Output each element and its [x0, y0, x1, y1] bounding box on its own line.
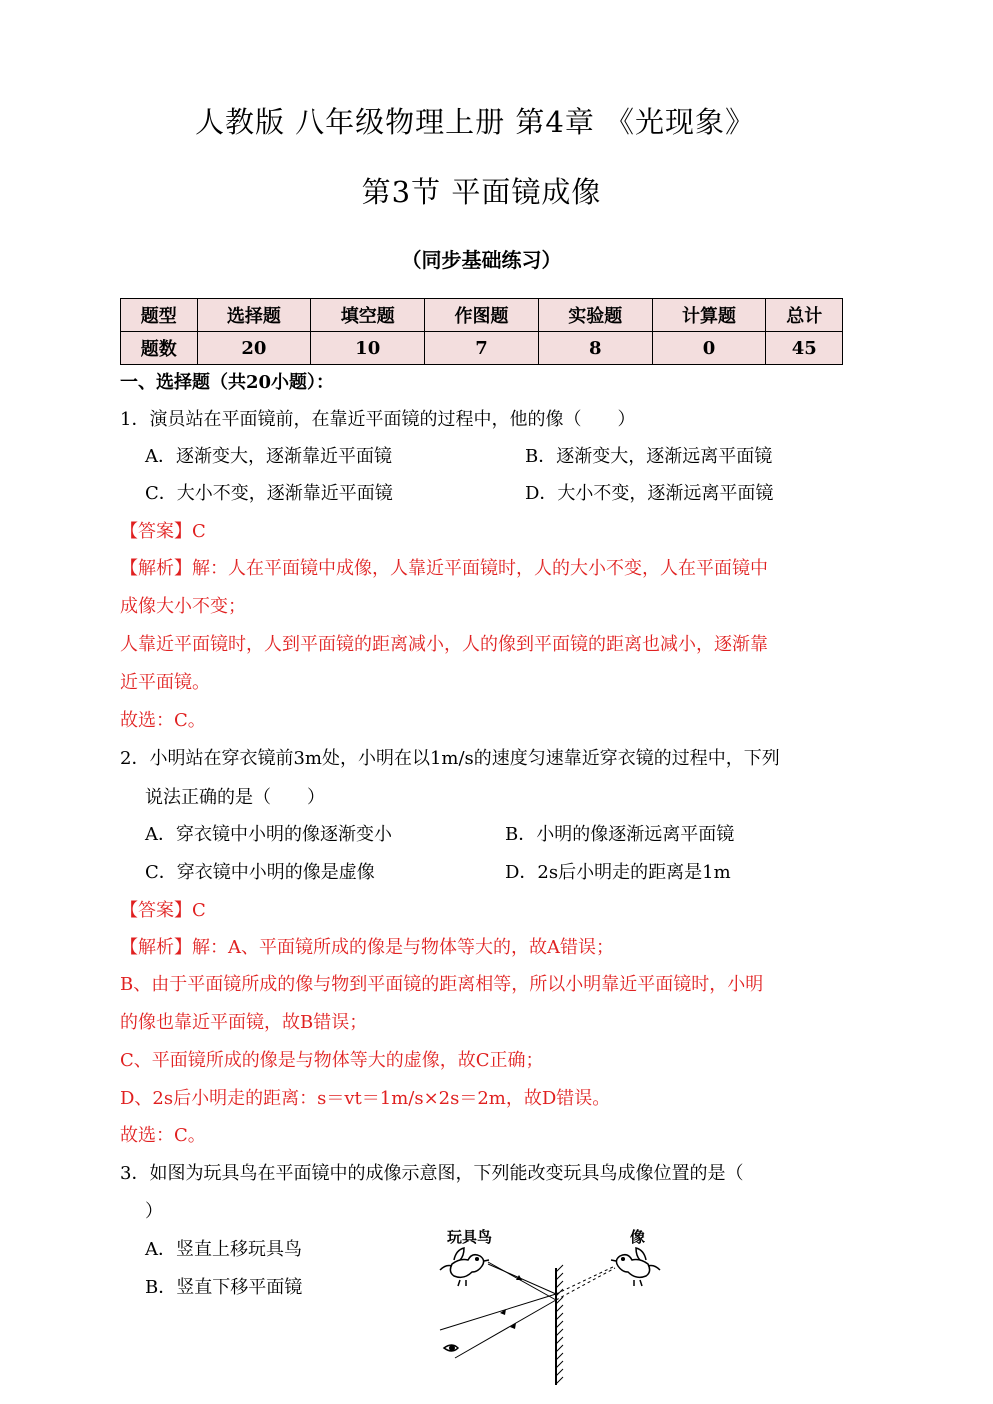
page-title: 人教版 八年级物理上册 第4章 《光现象》	[194, 105, 756, 139]
q2-analysis-line: 【解析】解：A、平面镜所成的像是与物体等大的，故A错误；	[120, 937, 614, 958]
table-cell: 8	[538, 332, 652, 365]
q1-analysis-line: 故选：C。	[120, 710, 206, 731]
q2-option-c: C．穿衣镜中小明的像是虚像	[145, 862, 375, 883]
q2-analysis-line: 故选：C。	[120, 1125, 206, 1146]
label-image: 像	[630, 1228, 646, 1246]
q3-stem-cont: ）	[145, 1201, 163, 1222]
table-cell: 总计	[766, 299, 843, 332]
table-row	[121, 332, 843, 365]
table-cell: 题型	[121, 299, 198, 332]
toy-bird-icon	[440, 1248, 489, 1286]
q3-option-b: B．竖直下移平面镜	[145, 1277, 303, 1298]
table-header-row	[121, 299, 843, 332]
q2-option-a: A．穿衣镜中小明的像逐渐变小	[145, 824, 392, 845]
table-cell: 实验题	[538, 299, 652, 332]
q1-stem: 1．演员站在平面镜前，在靠近平面镜的过程中，他的像（ ）	[120, 409, 636, 430]
q1-option-b: B．逐渐变大，逐渐远离平面镜	[525, 446, 773, 467]
q2-analysis-line: 的像也靠近平面镜，故B错误；	[120, 1012, 368, 1033]
q3-option-a: A．竖直上移玩具鸟	[145, 1239, 302, 1260]
table-cell: 选择题	[197, 299, 311, 332]
q1-analysis-line: 人靠近平面镜时，人到平面镜的距离减小，人的像到平面镜的距离也减小，逐渐靠	[120, 634, 768, 655]
subtitle: （同步基础练习）	[401, 248, 562, 272]
q2-analysis-line: D、2s后小明走的距离：s＝vt＝1m/s×2s＝2m，故D错误。	[120, 1088, 611, 1109]
mirror-hatching	[556, 1265, 563, 1384]
q2-stem-cont: 说法正确的是（ ）	[145, 787, 325, 808]
q1-option-c: C．大小不变，逐渐靠近平面镜	[145, 483, 393, 504]
table-cell: 10	[311, 332, 425, 365]
incident-rays	[488, 1262, 556, 1300]
label-toy-bird: 玩具鸟	[447, 1228, 493, 1246]
q2-option-b: B．小明的像逐渐远离平面镜	[505, 824, 735, 845]
table-cell: 计算题	[652, 299, 766, 332]
table-cell: 0	[652, 332, 766, 365]
q2-stem: 2．小明站在穿衣镜前3m处，小明在以1m/s的速度匀速靠近穿衣镜的过程中，下列	[120, 748, 780, 769]
q1-analysis-line: 【解析】解：人在平面镜中成像，人靠近平面镜时，人的大小不变，人在平面镜中	[120, 558, 768, 579]
question-count-table	[120, 298, 843, 365]
q3-stem: 3．如图为玩具鸟在平面镜中的成像示意图，下列能改变玩具鸟成像位置的是（	[120, 1163, 744, 1184]
mirror-diagram	[430, 1220, 670, 1390]
q1-analysis-line: 近平面镜。	[120, 672, 210, 693]
q1-answer: 【答案】C	[120, 521, 206, 542]
section-heading: 一、选择题（共20小题）：	[120, 372, 335, 393]
q1-analysis-line: 成像大小不变；	[120, 596, 246, 617]
table-cell: 作图题	[425, 299, 539, 332]
table-cell: 7	[425, 332, 539, 365]
virtual-rays	[556, 1266, 615, 1300]
q2-answer: 【答案】C	[120, 900, 206, 921]
eye-icon	[444, 1345, 458, 1351]
q2-option-d: D．2s后小明走的距离是1m	[505, 862, 731, 883]
table-cell: 45	[766, 332, 843, 365]
table-cell: 题数	[121, 332, 198, 365]
q1-option-d: D．大小不变，逐渐远离平面镜	[525, 483, 774, 504]
table-cell: 填空题	[311, 299, 425, 332]
section-title: 第3节 平面镜成像	[361, 175, 602, 209]
q2-analysis-line: B、由于平面镜所成的像与物到平面镜的距离相等，所以小明靠近平面镜时，小明	[120, 974, 764, 995]
q1-option-a: A．逐渐变大，逐渐靠近平面镜	[145, 446, 392, 467]
table-cell: 20	[197, 332, 311, 365]
q2-analysis-line: C、平面镜所成的像是与物体等大的虚像，故C正确；	[120, 1050, 544, 1071]
image-bird-icon	[611, 1248, 660, 1286]
